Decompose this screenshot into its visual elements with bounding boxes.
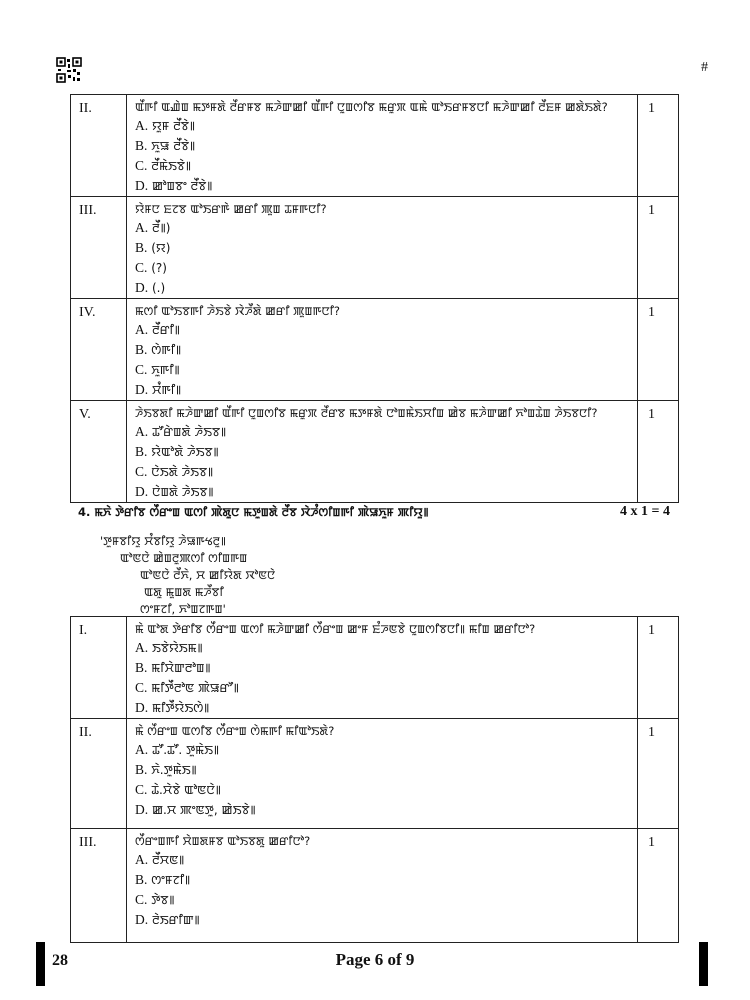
question-row: [71, 719, 679, 829]
question-text: ꯌꯥꯝꯅ ꯐꯖꯕ ꯑꯣꯏꯔꯒꯥ ꯀꯔꯤ ꯄꯨꯡ ꯊꯝꯒꯅꯤ?: [135, 202, 327, 216]
option-d: D. ꯅꯥꯡꯗꯥ ꯍꯥꯏꯕ꯫: [135, 484, 214, 499]
section-heading: 4. ꯃꯈꯥ ꯇꯥꯔꯤꯕ ꯁꯩꯔꯦꯡ ꯑꯁꯤ ꯄꯥꯗꯨꯅ ꯃꯇꯨꯡꯗꯥ ꯂꯩꯕ ꯋꯥꯍꯪꯁꯤꯡꯒꯤ ꯄꯥꯎꯈꯨꯝ ꯄꯤꯌꯨ꯫: [78, 505, 429, 519]
section-4-header: [78, 504, 670, 520]
option-a: A. ꯊꯧꯔꯥꯡꯗꯥ ꯍꯥꯏꯕ꯫: [135, 424, 227, 439]
option-a: A. ꯂꯩ꯫): [135, 220, 171, 235]
marks: 1: [638, 299, 679, 401]
option-d: D. ꯆꯪꯒꯤ꯫: [135, 382, 182, 397]
marks: 1: [638, 829, 679, 943]
option-b: B. ꯁꯦꯝꯖꯤ꯫: [135, 872, 191, 887]
option-d: D. (.): [135, 280, 166, 295]
marks: 1: [638, 95, 679, 197]
question-number: III.: [71, 829, 127, 943]
question-number: II.: [71, 719, 127, 829]
option-d: D. ꯃꯤꯇꯩꯌꯥꯏꯁꯥ꯫: [135, 700, 210, 715]
option-a: A. ꯏꯕꯥꯌꯥꯏꯃ꯫: [135, 640, 203, 655]
option-d: D. ꯂꯥꯏꯔꯤꯛ꯫: [135, 912, 200, 927]
poem-line: ꯑꯗꯨ ꯃꯨꯡꯗ ꯃꯍꯩꯕꯤ: [144, 585, 224, 599]
question-number: V.: [71, 401, 127, 503]
question-row: [71, 829, 679, 943]
option-b: B. ꯈꯨꯎ ꯂꯩꯕꯥ꯫: [135, 138, 196, 153]
option-b: B. ꯃꯤꯆꯥꯛꯂꯣꯡ꯫: [135, 660, 211, 675]
question-table-3: [70, 94, 679, 503]
option-b: B. ꯌꯥꯑꯣꯗꯥ ꯍꯥꯏꯕ꯫: [135, 444, 219, 459]
option-d: D. ꯀꯣꯡꯕꯦ ꯂꯩꯕꯥ꯫: [135, 178, 213, 193]
question-number: II.: [71, 95, 127, 197]
page-marker: #: [701, 60, 708, 75]
question-row: [71, 299, 679, 401]
option-c: C. ꯇꯥꯕ꯫: [135, 892, 175, 907]
question-row: [71, 617, 679, 719]
marks: 1: [638, 719, 679, 829]
option-c: C. (?): [135, 260, 167, 275]
qr-code-icon: [56, 57, 82, 83]
option-c: C. ꯊꯥ.ꯆꯥꯕꯥ ꯑꯣꯟꯅꯥ꯫: [135, 782, 221, 797]
footer-code: 28: [52, 952, 68, 969]
poem-line: ꯑꯣꯟꯅꯥ ꯀꯥꯡꯂꯨꯄꯁꯤ ꯁꯤꯡꯒꯡ: [120, 551, 248, 565]
section-score: 4 x 1 = 4: [620, 504, 670, 519]
question-text: ꯍꯥꯏꯕꯗꯤ ꯃꯍꯥꯛꯀꯤ ꯑꯩꯒꯤ ꯅꯨꯡꯁꯤꯕ ꯃꯔꯨꯞ ꯂꯩꯔꯕ ꯃꯇꯝꯗꯥ ꯅꯣꯡꯃꯥꯏꯆꯤꯡ ꯀꯥꯕ ꯃꯍꯥꯛꯀꯤ ꯈꯣꯡꯊꯥꯡ ꯍꯥꯏꯕꯅꯤ?: [135, 406, 598, 420]
question-number: I.: [71, 617, 127, 719]
option-d: D. ꯀ.ꯆ ꯄꯦꯟꯇꯨ, ꯀꯥꯏꯕꯥ꯫: [135, 802, 256, 817]
option-a: A. ꯂꯩꯔꯤ꯫: [135, 322, 181, 337]
poem-line: ꯁꯦꯝꯖꯤ, ꯈꯣꯡꯖꯒꯡ': [140, 602, 226, 616]
question-text: ꯑꯩꯒꯤ ꯑꯉꯥꯡ ꯃꯇꯝꯗꯥ ꯂꯩꯔꯝꯕ ꯃꯍꯥꯛꯀꯤ ꯑꯩꯒꯤ ꯅꯨꯡꯁꯤꯕ ꯃꯔꯨꯞ ꯑꯃꯥ ꯑꯣꯏꯔꯝꯕꯅꯤ ꯃꯍꯥꯛꯀꯤ ꯂꯩꯐꯝ ꯀꯗꯥꯏꯗꯥ?: [135, 100, 608, 114]
question-text: ꯁꯩꯔꯦꯡꯒꯤ ꯆꯥꯡꯗꯝꯕ ꯑꯣꯏꯕꯗꯨ ꯀꯔꯤꯅꯣ?: [135, 834, 311, 848]
question-text: ꯃꯥ ꯑꯣꯗ ꯇꯥꯔꯤꯕ ꯁꯩꯔꯦꯡ ꯑꯁꯤ ꯃꯍꯥꯛꯀꯤ ꯁꯩꯔꯦꯡ ꯀꯦꯝ ꯐꯪꯍꯟꯕꯥ ꯅꯨꯡꯁꯤꯕꯅꯤ꯫ ꯃꯤꯡ ꯀꯔꯤꯅꯣ?: [135, 622, 536, 636]
poem-line: ꯑꯣꯟꯅꯥ ꯂꯩꯈꯥ, ꯆ ꯀꯤꯌꯥꯗ ꯋꯣꯟꯅꯥ: [140, 568, 276, 582]
marks: 1: [638, 401, 679, 503]
question-text: ꯃꯁꯤ ꯑꯣꯏꯕꯒꯤ ꯍꯥꯏꯕꯥ ꯋꯥꯍꯩꯗꯥ ꯀꯔꯤ ꯄꯨꯡꯒꯅꯤ?: [135, 304, 341, 318]
footer-bar-right: [699, 942, 708, 986]
question-row: [71, 95, 679, 197]
question-table-4: [70, 616, 679, 943]
question-row: [71, 401, 679, 503]
option-c: C. ꯈꯨꯒꯤ꯫: [135, 362, 180, 377]
option-a: A. ꯂꯩꯆꯟ꯫: [135, 852, 185, 867]
option-a: A. ꯊꯧ.ꯊꯧ. ꯇꯨꯃꯥꯏ꯫: [135, 742, 220, 757]
option-b: B. ꯈꯥ.ꯇꯨꯃꯥꯏ꯫: [135, 762, 197, 777]
option-c: C. ꯂꯩꯃꯥꯏꯕꯥ꯫: [135, 158, 192, 173]
poem-passage: [100, 533, 275, 618]
poem-line: 'ꯇꯨꯝꯕꯤꯌꯨ ꯆꯪꯕꯤꯌꯨ ꯍꯥꯎꯒꯠꯂꯨ꯫: [100, 534, 226, 548]
marks: 1: [638, 617, 679, 719]
option-c: C. ꯅꯥꯏꯗꯥ ꯍꯥꯏꯕ꯫: [135, 464, 214, 479]
question-number: IV.: [71, 299, 127, 401]
question-row: [71, 197, 679, 299]
option-a: A. ꯌꯨꯝ ꯂꯩꯕꯥ꯫: [135, 118, 196, 133]
marks: 1: [638, 197, 679, 299]
page-number: Page 6 of 9: [335, 950, 415, 969]
option-b: B. ꯁꯥꯒꯤ꯫: [135, 342, 182, 357]
option-b: B. (ꯌ): [135, 240, 171, 255]
question-text: ꯃꯥ ꯁꯩꯔꯦꯡ ꯑꯁꯤꯕ ꯁꯩꯔꯦꯡ ꯁꯥꯃꯒꯤ ꯃꯤꯑꯣꯏꯗꯥ?: [135, 724, 335, 738]
question-number: III.: [71, 197, 127, 299]
option-c: C. ꯃꯤꯇꯩꯂꯣꯟ ꯄꯥꯎꯔꯧ꯫: [135, 680, 239, 695]
